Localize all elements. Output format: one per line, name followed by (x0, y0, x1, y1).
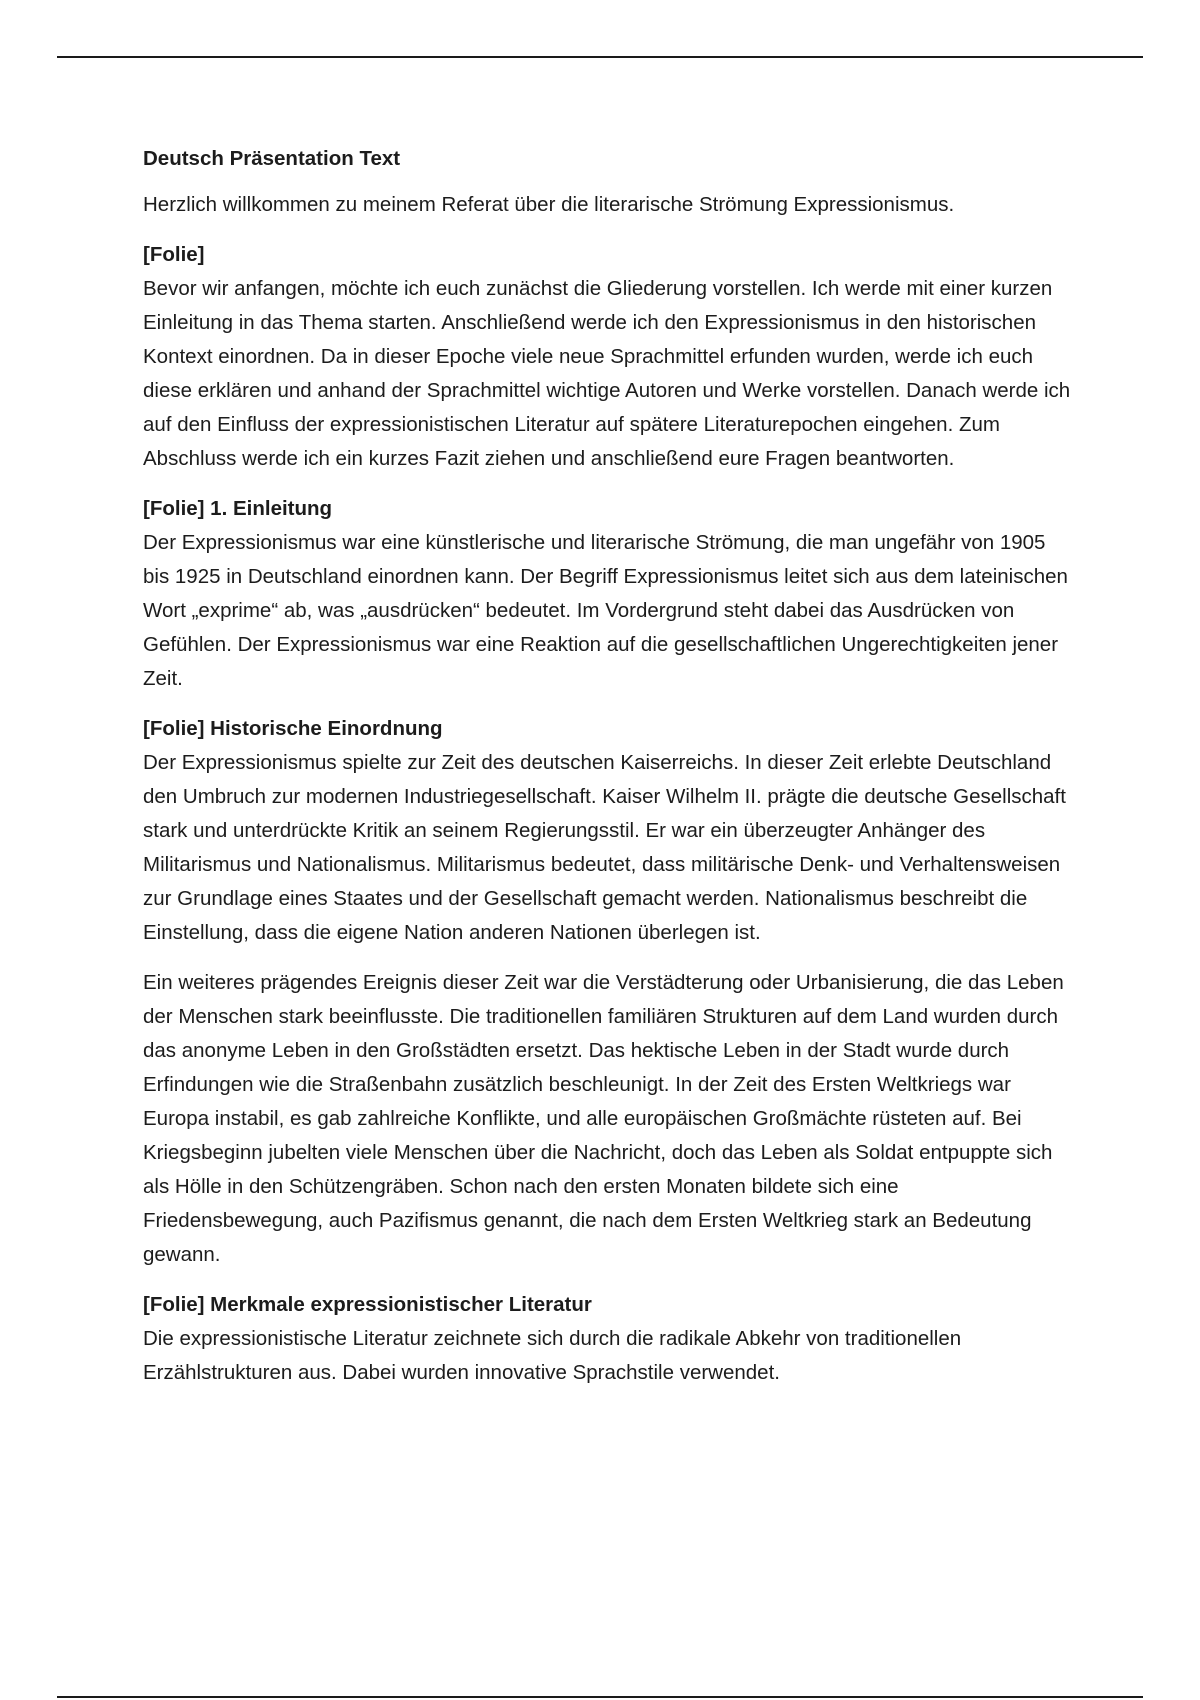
section-einleitung (143, 492, 1073, 696)
section-merkmale (143, 1288, 1073, 1390)
section-heading: [Folie] 1. Einleitung (143, 497, 333, 520)
document-body (143, 142, 1073, 1406)
page-bottom-rule (57, 1696, 1143, 1698)
intro-paragraph: Herzlich willkommen zu meinem Referat über die literarische Strömung Expressionismus. (143, 193, 955, 216)
document-title: Deutsch Präsentation Text (143, 147, 401, 170)
section-paragraph: Ein weiteres prägendes Ereignis dieser Zeit war die Verstädterung oder Urbanisierung, die das Leben der Menschen stark beeinflusste. Die traditionellen familiären Strukturen auf dem Land wurden durch das anonyme Leben in den Großstädten ersetzt. Das hektische Leben in der Stadt wurde durch Erfindungen wie die Straßenbahn zusätzlich beschleunigt. In der Zeit des Ersten Weltkriegs war Europa instabil, es gab zahlreiche Konflikte, und alle europäischen Großmächte rüsteten auf. Bei Kriegsbeginn jubelten viele Menschen über die Nachricht, doch das Leben als Soldat entpuppte sich als Hölle in den Schützengräben. Schon nach den ersten Monaten bildete sich eine Friedensbewegung, auch Pazifismus genannt, die nach dem Ersten Weltkrieg stark an Bedeutung gewann. (143, 971, 1064, 1266)
section-heading: [Folie] Historische Einordnung (143, 717, 443, 740)
section-heading: [Folie] Merkmale expressionistischer Literatur (143, 1293, 592, 1316)
section-heading: [Folie] (143, 243, 205, 266)
section-paragraph: Der Expressionismus spielte zur Zeit des deutschen Kaiserreichs. In dieser Zeit erlebte Deutschland den Umbruch zur modernen Industriegesellschaft. Kaiser Wilhelm II. prägte die deutsche Gesellschaft stark und unterdrückte Kritik an seinem Regierungsstil. Er war ein überzeugter Anhänger des Militarismus und Nationalismus. Militarismus bedeutet, dass militärische Denk- und Verhaltensweisen zur Grundlage eines Staates und der Gesellschaft gemacht werden. Nationalismus beschreibt die Einstellung, dass die eigene Nation anderen Nationen überlegen ist. (143, 751, 1066, 944)
section-paragraph: Bevor wir anfangen, möchte ich euch zunächst die Gliederung vorstellen. Ich werde mit einer kurzen Einleitung in das Thema starten. Anschließend werde ich den Expressionismus in den historischen Kontext einordnen. Da in dieser Epoche viele neue Sprachmittel erfunden wurden, werde ich euch diese erklären und anhand der Sprachmittel wichtige Autoren und Werke vorstellen. Danach werde ich auf den Einfluss der expressionistischen Literatur auf spätere Literaturepochen eingehen. Zum Abschluss werde ich ein kurzes Fazit ziehen und anschließend eure Fragen beantworten. (143, 277, 1071, 470)
section-paragraph: Der Expressionismus war eine künstlerische und literarische Strömung, die man ungefähr von 1905 bis 1925 in Deutschland einordnen kann. Der Begriff Expressionismus leitet sich aus dem lateinischen Wort „exprime“ ab, was „ausdrücken“ bedeutet. Im Vordergrund steht dabei das Ausdrücken von Gefühlen. Der Expressionismus war eine Reaktion auf die gesellschaftlichen Ungerechtigkeiten jener Zeit. (143, 531, 1068, 690)
section-folie-gliederung (143, 238, 1073, 476)
section-paragraph: Die expressionistische Literatur zeichnete sich durch die radikale Abkehr von traditionellen Erzählstrukturen aus. Dabei wurden innovative Sprachstile verwendet. (143, 1327, 962, 1384)
section-historische-einordnung (143, 712, 1073, 1272)
page-top-rule (57, 56, 1143, 58)
